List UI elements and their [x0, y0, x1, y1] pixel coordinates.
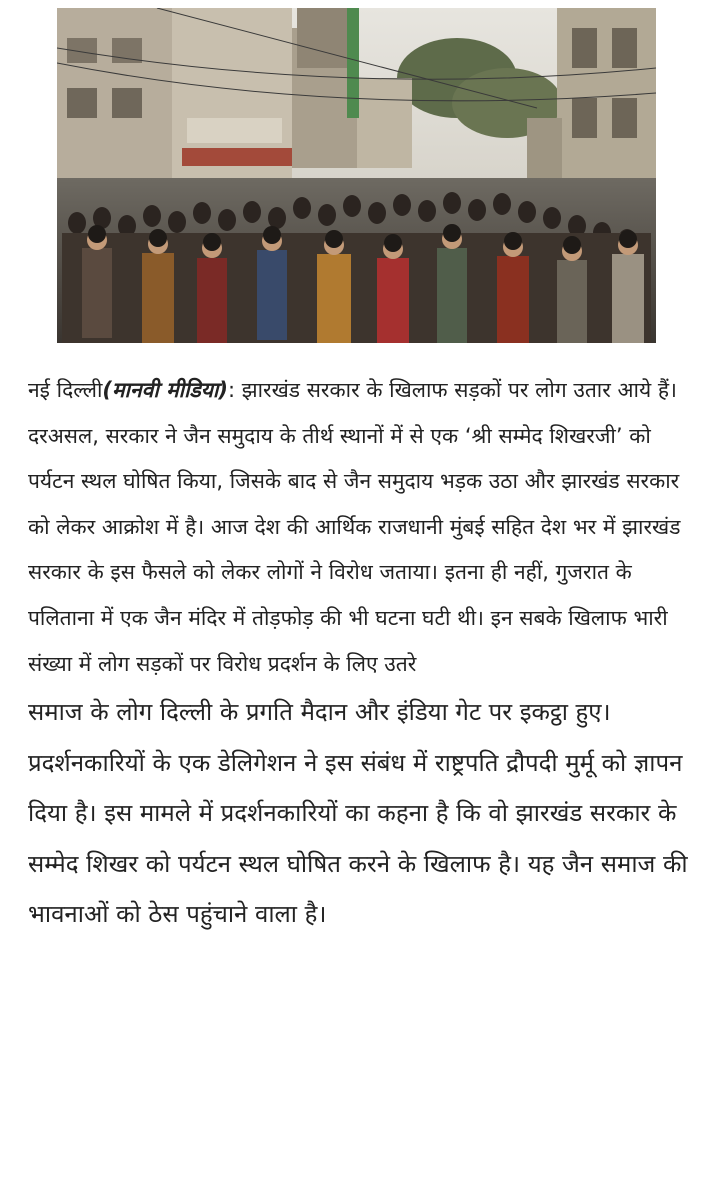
article-lead-text: : झारखंड सरकार के खिलाफ सड़कों पर लोग उतार आये हैं। दरअसल, सरकार ने जैन समुदाय के तीर्थ स्थानों में से एक ‘श्री सम्मेद शिखरजी’ को पर्यटन स्थल घोषित किया, जिसके बाद से जैन समुदाय भड़क उठा और झारखंड सरकार को लेकर आक्रोश में है। आज देश की आर्थिक राजधानी मुंबई सहित देश भर में झारखंड सरकार के इस फैसले को लेकर लोगों ने विरोध जताया। इतना ही नहीं, गुजरात के पलिताना में एक जैन मंदिर में तोड़फोड़ की भी घटना घटी थी। इन सबके खिलाफ भारी संख्या में लोग सड़कों पर विरोध प्रदर्शन के लिए उतरे — [28, 378, 681, 676]
news-photo-crowd — [57, 8, 656, 343]
article-source: (मानवी मीडिया) — [102, 378, 228, 402]
article-body-paragraph: समाज के लोग दिल्ली के प्रगति मैदान और इंडिया गेट पर इकट्ठा हुए। प्रदर्शनकारियों के एक डेलिगेशन ने इस संबंध में राष्ट्रपति द्रौपदी मुर्मू को ज्ञापन दिया है। इस मामले में प्रदर्शनकारियों का कहना है कि वो झारखंड सरकार के सम्मेद शिखर को पर्यटन स्थल घोषित करने के खिलाफ है। यह जैन समाज की भावनाओं को ठेस पहुंचाने वाला है। — [28, 698, 688, 929]
article-text — [28, 368, 692, 940]
article-dateline: नई दिल्ली — [28, 378, 103, 402]
crowd-photo-illustration — [57, 8, 656, 343]
article-lead-paragraph — [28, 368, 692, 687]
